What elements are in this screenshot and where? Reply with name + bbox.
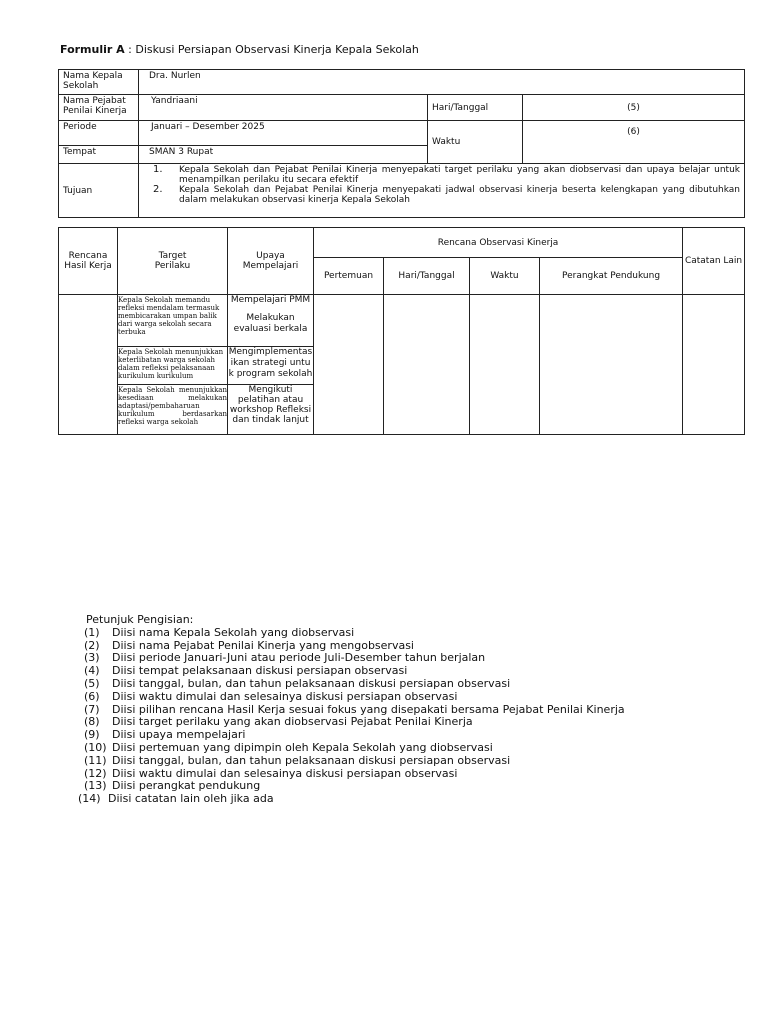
note-num: (1) (84, 625, 100, 639)
note-text: Diisi perangkat pendukung (112, 779, 261, 793)
notes-heading: Petunjuk Pengisian: (86, 613, 194, 626)
pejabat-value: Yandriaani (139, 95, 428, 121)
note-text: Diisi periode Januari-Juni atau periode Juli-Desember tahun berjalan (112, 651, 486, 665)
note-text: Diisi nama Kepala Sekolah yang diobservasi (112, 625, 355, 639)
note-text: Diisi waktu dimulai dan selesainya diskusi persiapan observasi (112, 689, 458, 703)
notes (78, 614, 625, 806)
tujuan-num: 2. (153, 184, 163, 195)
waktu-value: (6) (523, 121, 745, 164)
tujuan-item (143, 185, 740, 205)
note-num: (13) (84, 779, 107, 793)
target-cell (118, 347, 228, 385)
catatan-cell (683, 295, 745, 435)
note-num: (6) (84, 689, 100, 703)
hari-value: (5) (523, 95, 745, 121)
hari-label: Hari/Tanggal (428, 95, 523, 121)
tujuan-label: Tujuan (59, 164, 139, 218)
info-table (58, 69, 745, 218)
tujuan-list (139, 164, 745, 218)
note-text: Diisi tanggal, bulan, dan tahun pelaksanaan diskusi persiapan observasi (112, 676, 511, 690)
header-catatan: Catatan Lain (683, 228, 745, 295)
pejabat-label: Nama Pejabat Penilai Kinerja (59, 95, 139, 121)
note-num: (11) (84, 753, 107, 767)
header-rencana-observasi: Rencana Observasi Kinerja (314, 228, 683, 258)
header-hari: Hari/Tanggal (384, 258, 470, 295)
nama-kepala-value: Dra. Nurlen (139, 70, 745, 95)
note-item (78, 742, 625, 755)
upaya-cell (228, 295, 314, 347)
rencana-hasil-cell (59, 295, 118, 435)
note-num: (7) (84, 702, 100, 716)
tujuan-text: Kepala Sekolah dan Pejabat Penilai Kinerja menyepakati jadwal observasi kinerja beserta kelengkapan yang dibutuhkan dalam melakukan observasi kinerja Kepala Sekolah (179, 185, 740, 205)
form-title (60, 43, 419, 56)
note-text: Diisi catatan lain oleh jika ada (108, 792, 274, 806)
waktu-label: Waktu (428, 121, 523, 164)
note-item (78, 627, 625, 640)
note-num: (12) (84, 766, 107, 780)
target-text: Kepala Sekolah menunjukkan keterlibatan warga sekolah dalam refleksi pelaksanaan kurikulum kurikulum (118, 348, 224, 380)
waktu-cell (470, 295, 540, 435)
note-item (78, 678, 625, 691)
form-title-rest: : Diskusi Persiapan Observasi Kinerja Kepala Sekolah (124, 43, 419, 56)
note-num: (2) (84, 638, 100, 652)
note-text: Diisi pilihan rencana Hasil Kerja sesuai fokus yang disepakati bersama Pejabat Penilai Kinerja (112, 702, 625, 716)
note-text: Diisi waktu dimulai dan selesainya diskusi persiapan observasi (112, 766, 458, 780)
note-text: Diisi pertemuan yang dipimpin oleh Kepala Sekolah yang diobservasi (112, 740, 493, 754)
header-perangkat: Perangkat Pendukung (540, 258, 683, 295)
note-text: Diisi nama Pejabat Penilai Kinerja yang mengobservasi (112, 638, 414, 652)
upaya-cell: Mengikuti pelatihan atau workshop Refleksi dan tindak lanjut (228, 385, 314, 435)
periode-value: Januari – Desember 2025 (139, 121, 428, 146)
nama-kepala-label: Nama Kepala Sekolah (59, 70, 139, 95)
note-item (78, 691, 625, 704)
note-num: (10) (84, 740, 107, 754)
note-num: (8) (84, 715, 100, 729)
periode-label: Periode (59, 121, 139, 146)
header-rencana-hasil: Rencana Hasil Kerja (59, 228, 118, 295)
header-pertemuan: Pertemuan (314, 258, 384, 295)
header-waktu: Waktu (470, 258, 540, 295)
hari-cell (384, 295, 470, 435)
note-text: Diisi target perilaku yang akan diobservasi Pejabat Penilai Kinerja (112, 715, 473, 729)
upaya-line: Mempelajari PMM (230, 295, 311, 305)
note-num: (5) (84, 676, 100, 690)
tempat-label: Tempat (59, 146, 139, 164)
upaya-line: Melakukan evaluasi berkala (233, 313, 308, 334)
note-num: (9) (84, 728, 100, 742)
pertemuan-cell (314, 295, 384, 435)
header-target: Target Perilaku (118, 228, 228, 295)
perangkat-cell (540, 295, 683, 435)
target-cell: Kepala Sekolah memandu refleksi mendalam termasuk membicarakan umpan balik dari warga sekolah secara terbuka (118, 295, 228, 347)
note-item (78, 793, 625, 806)
form-title-bold: Formulir A (60, 43, 125, 56)
tujuan-text: Kepala Sekolah dan Pejabat Penilai Kinerja menyepakati target perilaku yang akan diobservasi dan upaya belajar untuk menampilkan perilaku itu secara efektif (179, 165, 740, 185)
upaya-cell: Mengimplementasikan strategi untuk program sekolah (228, 347, 314, 385)
note-text: Diisi tempat pelaksanaan diskusi persiapan observasi (112, 664, 408, 678)
tempat-value: SMAN 3 Rupat (139, 146, 428, 164)
note-num: (14) (78, 792, 101, 806)
tujuan-item (143, 165, 740, 185)
header-upaya: Upaya Mempelajari (228, 228, 314, 295)
target-cell: Kepala Sekolah menunjukkan kesediaan melakukan adaptasi/pembaharuan kurikulum berdasarkan refleksi warga sekolah (118, 385, 228, 435)
plan-table (58, 227, 745, 435)
note-item (78, 755, 625, 768)
note-num: (4) (84, 664, 100, 678)
tujuan-num: 1. (153, 164, 163, 175)
note-num: (3) (84, 651, 100, 665)
note-text: Diisi upaya mempelajari (112, 728, 246, 742)
note-text: Diisi tanggal, bulan, dan tahun pelaksanaan diskusi persiapan observasi (112, 753, 511, 767)
